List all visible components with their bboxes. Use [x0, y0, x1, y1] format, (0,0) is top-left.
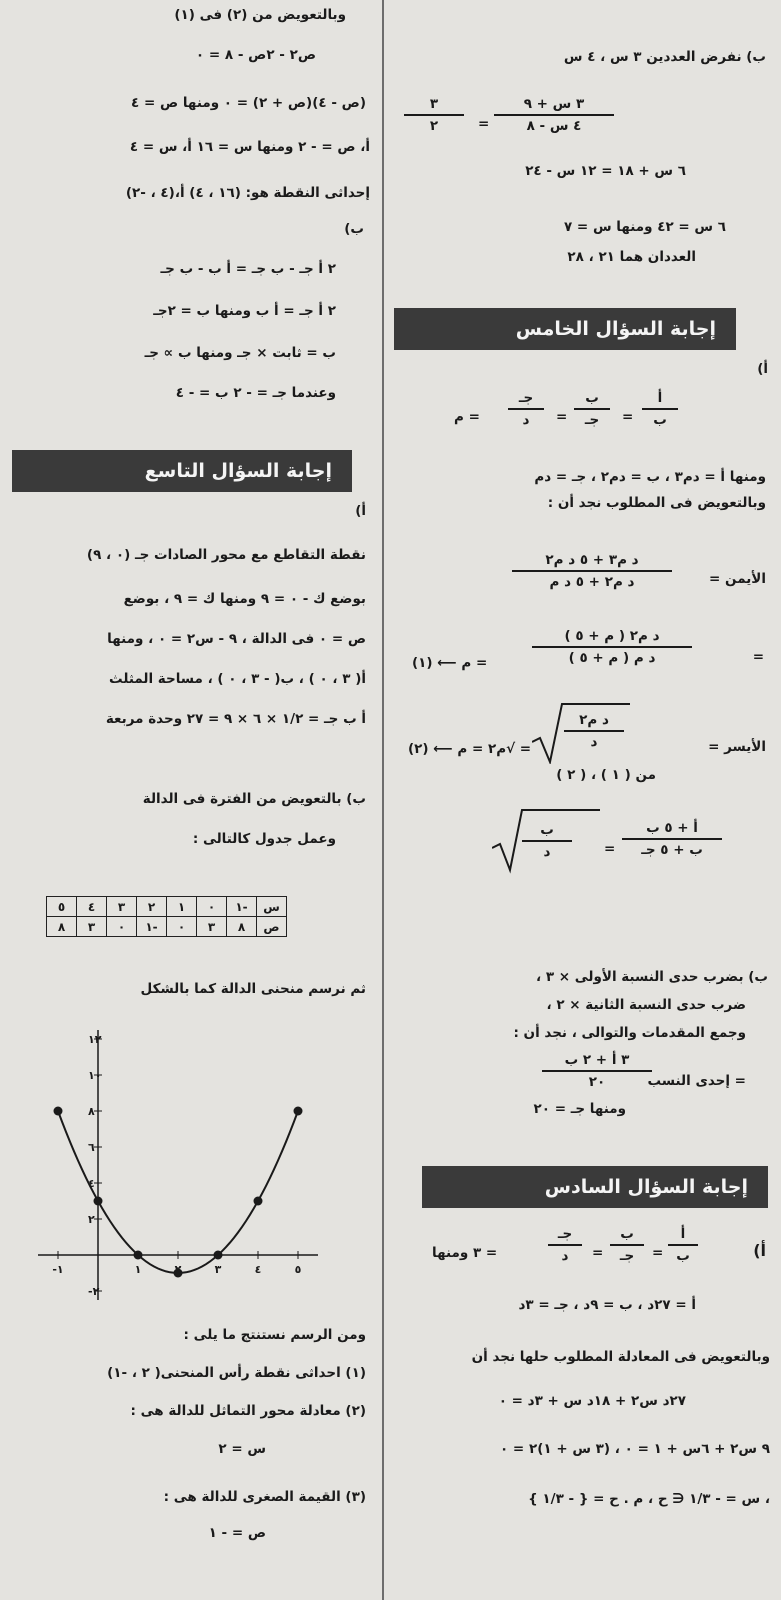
text-line: أ( ٣ ، ٠ ) ، ب( - ٣ ، ٠ ) ، مساحة المثلث	[109, 671, 366, 687]
data-point	[254, 1197, 263, 1206]
fraction-right: ٣ ٢	[404, 96, 464, 134]
table-row	[47, 897, 287, 917]
value-table	[46, 896, 287, 937]
text-line: ٦ س = ٤٢ ومنها س = ٧	[563, 219, 726, 235]
table-cell: ٤	[77, 897, 107, 917]
text-line: ٢ أ جـ - ب جـ = أ ب - ب جـ	[160, 261, 336, 277]
text-line: ٦ س + ١٨ = ١٢ س - ٢٤	[525, 163, 686, 179]
table-cell: ٣	[107, 897, 137, 917]
x-tick-label: ٣	[214, 1263, 222, 1276]
text-line: العددان هما ٢١ ، ٢٨	[567, 249, 696, 265]
table-cell: -١	[227, 897, 257, 917]
banner-q5: إجابة السؤال الخامس	[394, 308, 736, 350]
part-label: أ)	[355, 503, 366, 519]
text-line: (٢) معادلة محور التماثل للدالة هى :	[130, 1403, 366, 1419]
text-line: س = ٢	[218, 1441, 266, 1457]
text-line: (٣) القيمة الصغرى للدالة هى :	[163, 1489, 366, 1505]
text-line: وبالتعويض فى المطلوب نجد أن :	[547, 495, 766, 511]
text-line: أ = ٢٧د ، ب = ٩د ، جـ = ٣د	[518, 1297, 696, 1313]
part-b-fraction: ٣ أ + ٢ ب ٢٠	[542, 1052, 652, 1090]
q6-ratio-3: جـ د	[548, 1226, 582, 1264]
text-line: أ، ص = - ٢ ومنها س = ١٦ أ، س = ٤	[129, 139, 370, 155]
table-cell: -١	[137, 917, 167, 937]
part-label: أ)	[757, 361, 768, 377]
text-line: من ( ١ ) ، ( ٢ )	[556, 767, 656, 783]
q6-ratio-1: أ ب	[668, 1226, 698, 1264]
text-line: = إحدى النسب	[647, 1073, 746, 1089]
equals-sign: =	[652, 1245, 664, 1261]
table-row	[47, 917, 287, 937]
column-divider	[382, 0, 384, 1600]
table-cell: ١	[167, 897, 197, 917]
final-fraction-right: ب د	[522, 822, 572, 860]
text-line: =	[752, 649, 764, 665]
data-point	[94, 1197, 103, 1206]
data-point	[134, 1251, 143, 1260]
fraction-simplified: د م٢ ( م + ٥ ) د م ( م + ٥ )	[532, 628, 692, 666]
equals-sign: =	[604, 841, 616, 857]
text-line: الأيسر =	[708, 739, 766, 755]
text-line: ٩ س٢ + ٦س + ١ = ٠ ، (٣ س + ١)٢ = ٠	[499, 1441, 770, 1457]
text-line: ب)	[344, 221, 364, 237]
text-line: ب) بالتعويض من الفترة فى الدالة	[142, 791, 366, 807]
parabola-curve	[58, 1111, 298, 1273]
data-point	[294, 1107, 303, 1116]
x-tick-label: ١	[134, 1263, 142, 1276]
x-tick-label: ٥	[294, 1263, 302, 1276]
text-line: ٢٧د س٢ + ١٨د س + ٣د = ٠	[498, 1393, 686, 1409]
text-line: ومنها جـ = ٢٠	[533, 1101, 626, 1117]
ratio-end: = م	[454, 409, 480, 425]
text-line: أ ب جـ = ١/٢ × ٦ × ٩ = ٢٧ وحدة مربعة	[105, 711, 366, 727]
table-cell: ٠	[167, 917, 197, 937]
text-line: = ٣ ومنها	[432, 1245, 498, 1261]
y-tick-label: ٢	[88, 1213, 95, 1226]
y-tick-label: ٢-	[88, 1285, 100, 1298]
table-cell: ٥	[47, 897, 77, 917]
equals-sign: =	[592, 1245, 604, 1261]
y-tick-label: ١٠	[88, 1069, 102, 1082]
text-line: (ص - ٤)(ص + ٢) = ٠ ومنها ص = ٤	[131, 95, 366, 111]
text-line: ص = - ١	[208, 1525, 266, 1541]
right-column	[392, 0, 776, 1600]
text-line: = م ⟵ (١)	[412, 655, 488, 671]
parabola-chart	[28, 1020, 328, 1310]
text-line: بوضع ك - ٠ = ٩ ومنها ك = ٩ ، بوضع	[123, 591, 366, 607]
table-cell: ٨	[47, 917, 77, 937]
banner-q6: إجابة السؤال السادس	[422, 1166, 768, 1208]
text-line: ب) بضرب حدى النسبة الأولى × ٣ ،	[535, 969, 768, 985]
equals-sign: =	[556, 409, 568, 425]
table-cell: ٨	[227, 917, 257, 937]
x-tick-label: ١-	[52, 1263, 64, 1276]
y-tick-label: ٤	[88, 1177, 95, 1190]
ratio-c-d: جـ د	[508, 390, 544, 428]
text-line: ، س = - ١/٣ ∈ ح ، م . ح = { - ١/٣ }	[528, 1491, 770, 1507]
data-point	[174, 1269, 183, 1278]
text-line: ب) نفرض العددين ٣ س ، ٤ س	[563, 49, 766, 65]
text-line: نقطة التقاطع مع محور الصادات جـ (٠ ، ٩)	[86, 547, 366, 563]
q6-ratio-2: ب جـ	[610, 1226, 644, 1264]
text-line: ضرب حدى النسبة الثانية × ٢ ،	[546, 997, 746, 1013]
data-point	[54, 1107, 63, 1116]
equals-sign: =	[622, 409, 634, 425]
text-line: ومنها أ = دم٣ ، ب = دم٢ ، جـ = دم	[534, 469, 766, 485]
text-line: وبالتعويض من (٢) فى (١)	[174, 7, 346, 23]
text-line: الأيمن =	[709, 571, 766, 587]
text-line: وجمع المقدمات والتوالى ، نجد أن :	[513, 1025, 746, 1041]
text-line: وبالتعويض فى المعادلة المطلوب حلها نجد أن	[471, 1349, 770, 1365]
text-line: ص = ٠ فى الدالة ، ٩ - س٢ = ٠ ، ومنها	[107, 631, 366, 647]
ratio-a-b: أ ب	[642, 390, 678, 428]
sqrt-fraction: د م٢ د	[564, 712, 624, 750]
text-line: = √م٢ = م ⟵ (٢)	[408, 741, 532, 757]
text-line: وعندما جـ = - ٢ ب = - ٤	[175, 385, 336, 401]
equals-sign: =	[478, 116, 490, 132]
table-cell: ٠	[107, 917, 137, 937]
text-line: وعمل جدول كالتالى :	[192, 831, 336, 847]
text-line: ص٢ - ٢ص - ٨ = ٠	[195, 47, 316, 63]
fraction-right-side: د م٣ + ٥ د م٢ د م٢ + ٥ د م	[512, 552, 672, 590]
x-tick-label: ٤	[254, 1263, 262, 1276]
data-point	[214, 1251, 223, 1260]
final-fraction-left: أ + ٥ ب ب + ٥ جـ	[622, 820, 722, 858]
part-label: أ)	[753, 1241, 766, 1260]
table-cell: ٣	[77, 917, 107, 937]
text-line: (١) احداثى نقطة رأس المنحنى( ٢ ، -١)	[107, 1365, 366, 1381]
ratio-b-c: ب جـ	[574, 390, 610, 428]
y-tick-label: ١٢	[88, 1033, 102, 1046]
text-line: ثم نرسم منحنى الدالة كما بالشكل	[140, 981, 366, 997]
text-line: إحداثى النقطة هو: (١٦ ، ٤) أ،(٤ ، -٢)	[125, 185, 370, 201]
table-cell: ٢	[137, 897, 167, 917]
text-line: ومن الرسم نستنتج ما يلى :	[183, 1327, 366, 1343]
y-tick-label: ٦	[88, 1141, 95, 1154]
banner-q9: إجابة السؤال التاسع	[12, 450, 352, 492]
left-column	[8, 0, 376, 1600]
text-line: ب = ثابت × جـ ومنها ب ∝ جـ	[144, 345, 336, 361]
table-cell: س	[257, 897, 287, 917]
table-cell: ٣	[197, 917, 227, 937]
fraction-left: ٣ س + ٩ ٤ س - ٨	[494, 96, 614, 134]
table-cell: ٠	[197, 897, 227, 917]
table-cell: ص	[257, 917, 287, 937]
y-tick-label: ٨	[88, 1105, 95, 1118]
text-line: ٢ أ جـ = أ ب ومنها ب = ٢جـ	[153, 303, 336, 319]
